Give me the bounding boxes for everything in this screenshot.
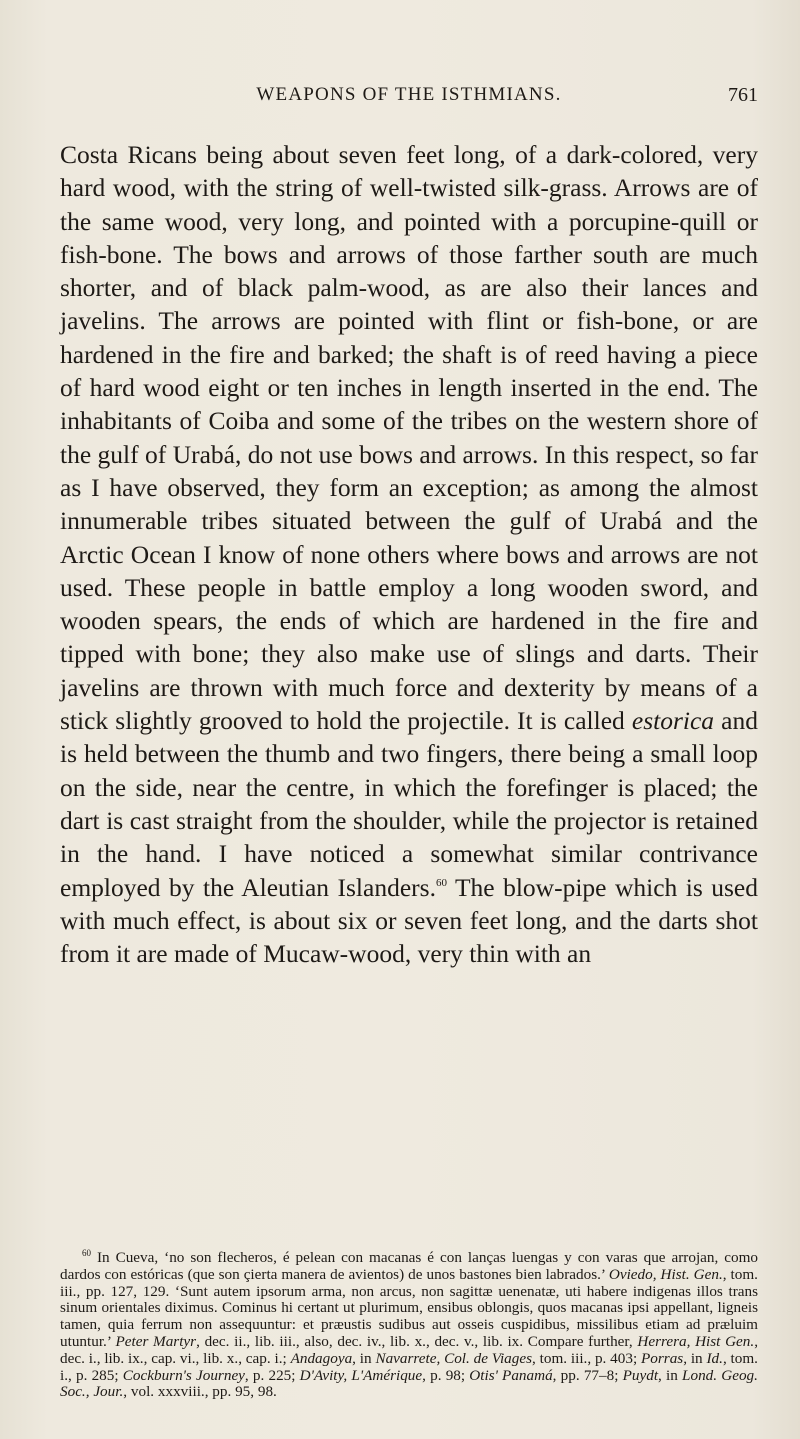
footnote-citation: Peter Martyr: [115, 1332, 197, 1350]
footnote-citation: Navarrete, Col. de Viages: [375, 1349, 533, 1367]
running-head: [60, 84, 758, 108]
footnote-citation: Lond. Geog. Soc., Jour.: [60, 1366, 758, 1401]
term-estorica: estorica: [631, 706, 715, 736]
footnote-segment: , pp. 77–8;: [552, 1366, 623, 1384]
footnote-segment: , tom. iii., p. 403;: [532, 1349, 642, 1367]
running-title: WEAPONS OF THE ISTHMIANS.: [256, 84, 562, 105]
footnote-citation: Id.: [706, 1349, 723, 1367]
page-number: 761: [728, 84, 758, 106]
footnotes: [60, 1250, 758, 1401]
footnote-citation: Cockburn's Journey: [122, 1366, 245, 1384]
footnote-citation: Porras: [641, 1349, 684, 1367]
footnote-segment: , tom. i., p. 285;: [60, 1349, 758, 1384]
footnote-segment: , vol. xxxviii., pp. 95, 98.: [123, 1383, 277, 1401]
footnote-segment: , p. 98;: [422, 1366, 470, 1384]
footnote-segment: , p. 225;: [244, 1366, 300, 1384]
body-text-part-3: The blow-pipe which is used with much effect, is about six or seven feet long, and the darts shot from it are made of Mucaw-wood, very thin with an: [60, 872, 758, 969]
footnote-segment: , in: [683, 1349, 707, 1367]
body-text: [60, 138, 758, 970]
footnote-citation: Puydt: [622, 1366, 659, 1384]
footnote-number: 60: [82, 1248, 91, 1258]
footnote-segment: , in: [658, 1366, 683, 1384]
footnote-citation: Otis' Panamá: [469, 1366, 553, 1384]
body-paragraph: [60, 138, 758, 970]
footnote-citation: Herrera, Hist Gen.: [637, 1332, 755, 1350]
footnote-segment: , in: [352, 1349, 376, 1367]
body-text-part-1: Costa Ricans being about seven feet long, of a dark-colored, very hard wood, with the string of well-twisted silk-grass. Arrows are of the same wood, very long, and pointed with a porcupine-quill or fish-bone. The bows and arrows of those farther south are much shorter, and of black palm-wood, as are also their lances and javelins. The arrows are pointed with flint or fish-bone, or are hardened in the fire and barked; the shaft is of reed having a piece of hard wood eight or ten inches in length inserted in the end. The inhabitants of Coiba and some of the tribes on the western shore of the gulf of Urabá, do not use bows and arrows. In this respect, so far as I have observed, they form an exception; as among the almost innumerable tribes situated between the gulf of Urabá and the Arctic Ocean I know of none others where bows and arrows are not used. These people in battle employ a long wooden sword, and wooden spears, the ends of which are hardened in the fire and tipped with bone; they also make use of slings and darts. Their javelins are thrown with much force and dexterity by means of a stick slightly grooved to hold the projectile. It is called: [60, 140, 758, 736]
footnote-citation: Oviedo, Hist. Gen.: [608, 1265, 723, 1283]
footnote-segment: In Cueva, ‘no son flecheros, é pelean con macanas é con lanças luengas y con varas que arrojan, como dardos con estóricas (que son çierta manera de avientos) de unos bastones bien labrados.’: [60, 1249, 759, 1283]
footnote-segment: , dec. ii., lib. iii., also, dec. iv., lib. x., dec. v., lib. ix. Compare further,: [196, 1332, 638, 1350]
footnote-segment: , tom. iii., pp. 127, 129. ‘Sunt autem ipsorum arma, non arcus, non sagittæ uenenatæ, uti habere indigenas illos trans sinum orientales diximus. Cominus hi certant ut plurimum, ensibus oblongis, quos macanas ipsi appellant, ligneis tamen, quia ferrum non assequuntur: et præustis sudibus aut osseis cuspidibus, missilibus etiam ad præluim utuntur.’: [60, 1265, 758, 1350]
footnote-60: [60, 1250, 758, 1401]
body-text-part-2: and is held between the thumb and two fingers, there being a small loop on the side, near the centre, in which the forefinger is placed; the dart is cast straight from the shoulder, while the projector is retained in the hand. I have noticed a somewhat similar contrivance employed by the Aleutian Islanders.: [60, 706, 758, 902]
footnote-citation: Andagoya: [290, 1349, 353, 1367]
footnote-reference[interactable]: 60: [435, 876, 447, 889]
footnote-citation: D'Avity, L'Amérique: [299, 1366, 423, 1384]
footnote-segment: , dec. i., lib. ix., cap. vi., lib. x., cap. i.;: [60, 1332, 758, 1367]
footnote-text: [60, 1249, 758, 1400]
